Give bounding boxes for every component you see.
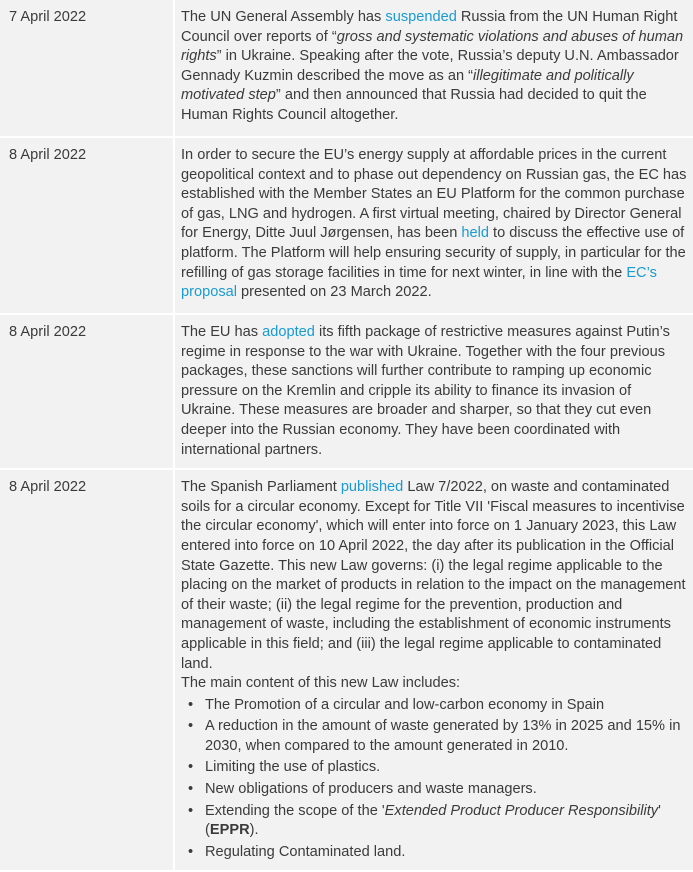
description-text: The Spanish Parliament published Law 7/2022, on waste and contaminated soils for a circular economy. Except for Title VII 'Fiscal measures to incentivise the circular economy', which will enter into force on 1 January 2023, this Law entered into force on 10 April 2022, the day after its publication in the Official State Gazette. This new Law governs: (i) the legal regime applicable to the placing on the market of products in relation to the impact on the management of their waste; (ii) the legal regime for the prevention, production and management of waste, including the establishment of economic instruments applicable in this field; and (iii) the legal regime applicable to contaminated land. (181, 479, 686, 672)
list-intro: The main content of this new Law includes: (181, 675, 461, 692)
description-text: The EU has adopted its fifth package of restrictive measures against Putin’s regime in response to the war with Ukraine. Together with the four previous packages, these sanctions will further contribute to ramping up economic pressure on the Kremlin and cripple its ability to finance its invasion of Ukraine. These measures are broader and sharper, so that they cut even deeper into the Russian economy. They have been coordinated with international partners. (181, 324, 670, 458)
ec-proposal-link[interactable]: EC’s proposal (181, 264, 657, 301)
date-cell: 8 April 2022 (0, 137, 174, 314)
table-row (0, 469, 693, 871)
description-cell (174, 137, 693, 314)
list-item: • A reduction in the amount of waste generated by 13% in 2025 and 15% in 2030, when compared to the amount generated in 2010. (205, 717, 689, 756)
date-cell: 8 April 2022 (0, 469, 174, 871)
table-row (0, 137, 693, 314)
description-cell (174, 0, 693, 137)
description-cell (174, 469, 693, 871)
adopted-link[interactable]: adopted (262, 324, 315, 340)
description-text: In order to secure the EU’s energy supply at affordable prices in the current geopolitical context and to phase out dependency on Russian gas, the EC has established with the Member States an EU Platform for the common purchase of gas, LNG and hydrogen. A first virtual meeting, chaired by Director General for Energy, Ditte Juul Jørgensen, has been held to discuss the effective use of platform. The Platform will help ensuring security of supply, in particular for the refilling of gas storage facilities in time for next winter, in line with the EC’s proposal presented on 23 March 2022. (181, 147, 687, 301)
date-cell: 7 April 2022 (0, 0, 174, 137)
list-item: • Extending the scope of the 'Extended Product Producer Responsibility' (EPPR). (205, 802, 689, 841)
list-item: • The Promotion of a circular and low-carbon economy in Spain (205, 696, 689, 716)
quote-emphasis: illegitimate and politically motivated step (181, 67, 634, 104)
date-cell: 8 April 2022 (0, 314, 174, 469)
description-cell (174, 314, 693, 469)
description-text: The UN General Assembly has suspended Russia from the UN Human Right Council over reports of “gross and systematic violations and abuses of human rights” in Ukraine. Speaking after the vote, Russia’s deputy U.N. Ambassador Gennady Kuzmin described the move as an “illegitimate and politically motivated step” and then announced that Russia had decided to quit the Human Rights Council altogether. (181, 9, 684, 123)
table-row (0, 314, 693, 469)
suspended-link[interactable]: suspended (385, 9, 457, 25)
table-row (0, 0, 693, 137)
list-item: • Limiting the use of plastics. (205, 758, 689, 778)
list-item: • New obligations of producers and waste managers. (205, 780, 689, 800)
eppr-abbreviation: EPPR (209, 822, 250, 839)
held-link[interactable]: held (461, 225, 489, 242)
law-content-list (181, 696, 689, 863)
published-link[interactable]: published (340, 479, 404, 496)
quote-emphasis: gross and systematic violations and abuses of human rights (181, 28, 684, 65)
list-item: • Regulating Contaminated land. (205, 843, 689, 863)
